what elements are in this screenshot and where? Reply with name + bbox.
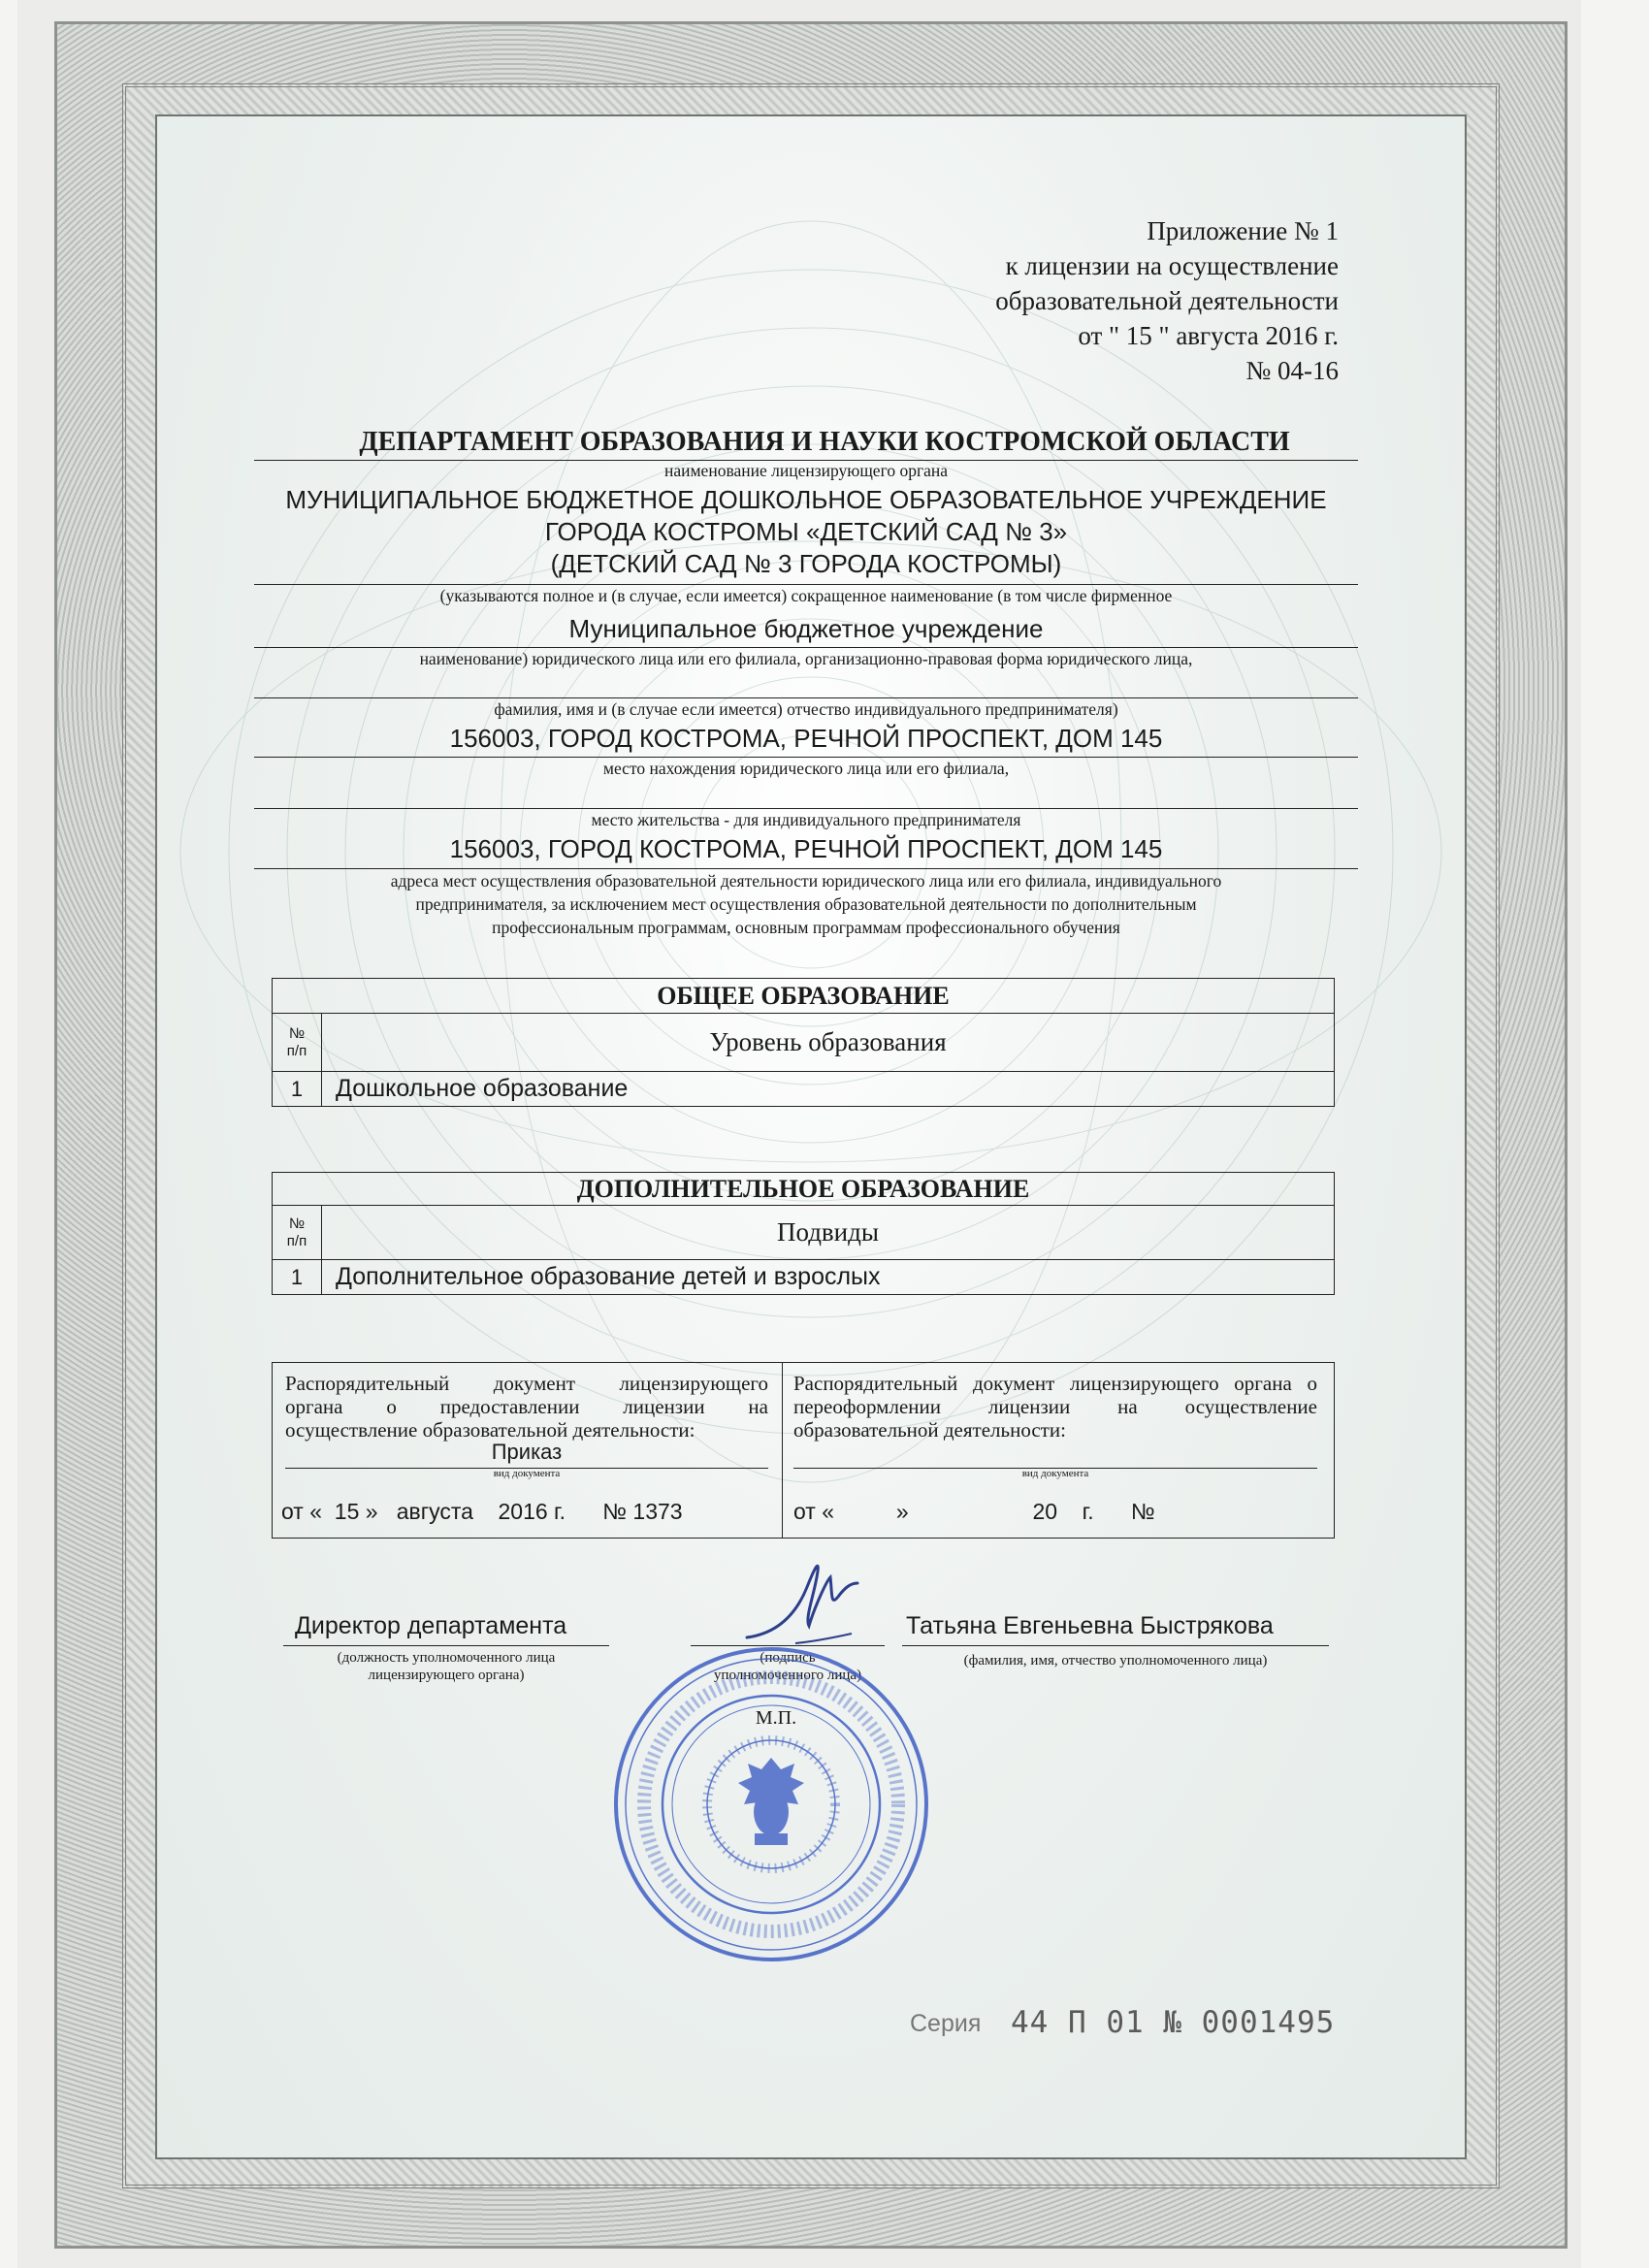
doc-left-text: осуществление образовательной деятельности:: [285, 1418, 695, 1442]
col-name-header: Подвиды: [322, 1206, 1335, 1260]
table-title: ДОПОЛНИТЕЛЬНОЕ ОБРАЗОВАНИЕ: [273, 1173, 1335, 1206]
row-num: 1: [273, 1260, 322, 1295]
underline: [254, 757, 1358, 758]
org-caption: место нахождения юридического лица или его филиала,: [602, 759, 1010, 778]
underline: [254, 584, 1358, 585]
underline: [254, 697, 1358, 698]
underline: [254, 868, 1358, 869]
org-location: 156003, ГОРОД КОСТРОМА, РЕЧНОЙ ПРОСПЕКТ, ДОМ 145: [449, 724, 1163, 753]
col-num-header: [273, 1206, 322, 1260]
org-full-name: МУНИЦИПАЛЬНОЕ БЮДЖЕТНОЕ ДОШКОЛЬНОЕ ОБРАЗОВАТЕЛЬНОЕ УЧРЕЖДЕНИЕ: [285, 485, 1327, 514]
col-num-header: [273, 1014, 322, 1072]
doc-type-caption: вид документа: [1021, 1468, 1089, 1479]
org-caption: (указываются полное и (в случае, если имеется) сокращенное наименование (в том числе фирменное: [439, 586, 1173, 605]
doc-left-text: органа о предоставлении лицензии на: [285, 1395, 768, 1418]
divider: [782, 1362, 783, 1539]
activity-address: 156003, ГОРОД КОСТРОМА, РЕЧНОЙ ПРОСПЕКТ, ДОМ 145: [449, 834, 1163, 863]
doc-left-text: Распорядительный документ лицензирующего: [285, 1372, 768, 1395]
row-num: 1: [273, 1072, 322, 1107]
sign-caption: (подпись: [760, 1650, 816, 1666]
seal-mark: М.П.: [755, 1707, 797, 1729]
appendix-line: образовательной деятельности: [995, 286, 1339, 315]
doc-type: Приказ: [491, 1440, 563, 1464]
doc-right-text: переоформлении лицензии на осуществление: [793, 1395, 1317, 1418]
col-num-label: №: [288, 1024, 306, 1042]
row-name: Дополнительное образование детей и взрослых: [322, 1260, 1335, 1295]
authority-name: ДЕПАРТАМЕНТ ОБРАЗОВАНИЯ И НАУКИ КОСТРОМСКОЙ ОБЛАСТИ: [359, 427, 1290, 457]
sign-caption: уполномоченного лица): [713, 1668, 862, 1683]
org-caption: предпринимателя, за исключением мест осуществления образовательной деятельности по дополнительным: [415, 894, 1197, 914]
authority-caption: наименование лицензирующего органа: [663, 461, 949, 480]
underline: [902, 1645, 1329, 1646]
col-num-label: п/п: [286, 1042, 307, 1059]
org-caption: фамилия, имя и (в случае если имеется) отчество индивидуального предпринимателя): [494, 699, 1118, 719]
col-num-label: п/п: [286, 1232, 307, 1249]
appendix-number: № 04-16: [1245, 356, 1339, 385]
signer-position: Директор департамента: [295, 1612, 567, 1639]
org-caption: место жительства - для индивидуального предпринимателя: [591, 810, 1021, 829]
underline: [283, 1645, 609, 1646]
doc-left-date: от « 15 » августа 2016 г. № 1373: [281, 1499, 683, 1524]
series-number: 44 П 01 № 0001495: [1011, 2005, 1336, 2040]
org-legal-form: Муниципальное бюджетное учреждение: [568, 614, 1044, 643]
name-caption: (фамилия, имя, отчество уполномоченного лица): [963, 1653, 1268, 1669]
org-caption: наименование) юридического лица или его филиала, организационно-правовая форма юридического лица,: [419, 649, 1193, 668]
position-caption: (должность уполномоченного лица: [337, 1650, 556, 1666]
position-caption: лицензирующего органа): [368, 1668, 525, 1683]
doc-type-caption: вид документа: [493, 1468, 561, 1479]
row-name: Дошкольное образование: [322, 1072, 1335, 1107]
doc-right-date: от « » 20 г. №: [793, 1499, 1155, 1524]
org-short-name: (ДЕТСКИЙ САД № 3 ГОРОДА КОСТРОМЫ): [550, 549, 1062, 578]
appendix-title: Приложение № 1: [1147, 216, 1339, 245]
underline: [254, 808, 1358, 809]
doc-right-text: образовательной деятельности:: [793, 1418, 1066, 1442]
col-num-label: №: [288, 1215, 306, 1232]
appendix-line: к лицензии на осуществление: [1005, 251, 1339, 280]
appendix-date: от " 15 " августа 2016 г.: [1078, 321, 1339, 350]
org-caption: адреса мест осуществления образовательной деятельности юридического лица или его филиала, индивидуального: [390, 871, 1222, 891]
official-seal-stamp: [601, 1639, 941, 1969]
org-full-name: ГОРОДА КОСТРОМЫ «ДЕТСКИЙ САД № 3»: [544, 517, 1068, 546]
underline: [254, 647, 1358, 648]
additional-education-table: [272, 1172, 1335, 1295]
org-caption: профессиональным программам, основным программам профессионального обучения: [492, 918, 1120, 937]
signer-name: Татьяна Евгеньевна Быстрякова: [906, 1612, 1274, 1639]
doc-right-text: Распорядительный документ лицензирующего органа о: [793, 1372, 1317, 1395]
series-label: Серия: [910, 2010, 982, 2037]
general-education-table: [272, 978, 1335, 1107]
table-title: ОБЩЕЕ ОБРАЗОВАНИЕ: [273, 979, 1335, 1014]
col-name-header: Уровень образования: [322, 1014, 1335, 1072]
